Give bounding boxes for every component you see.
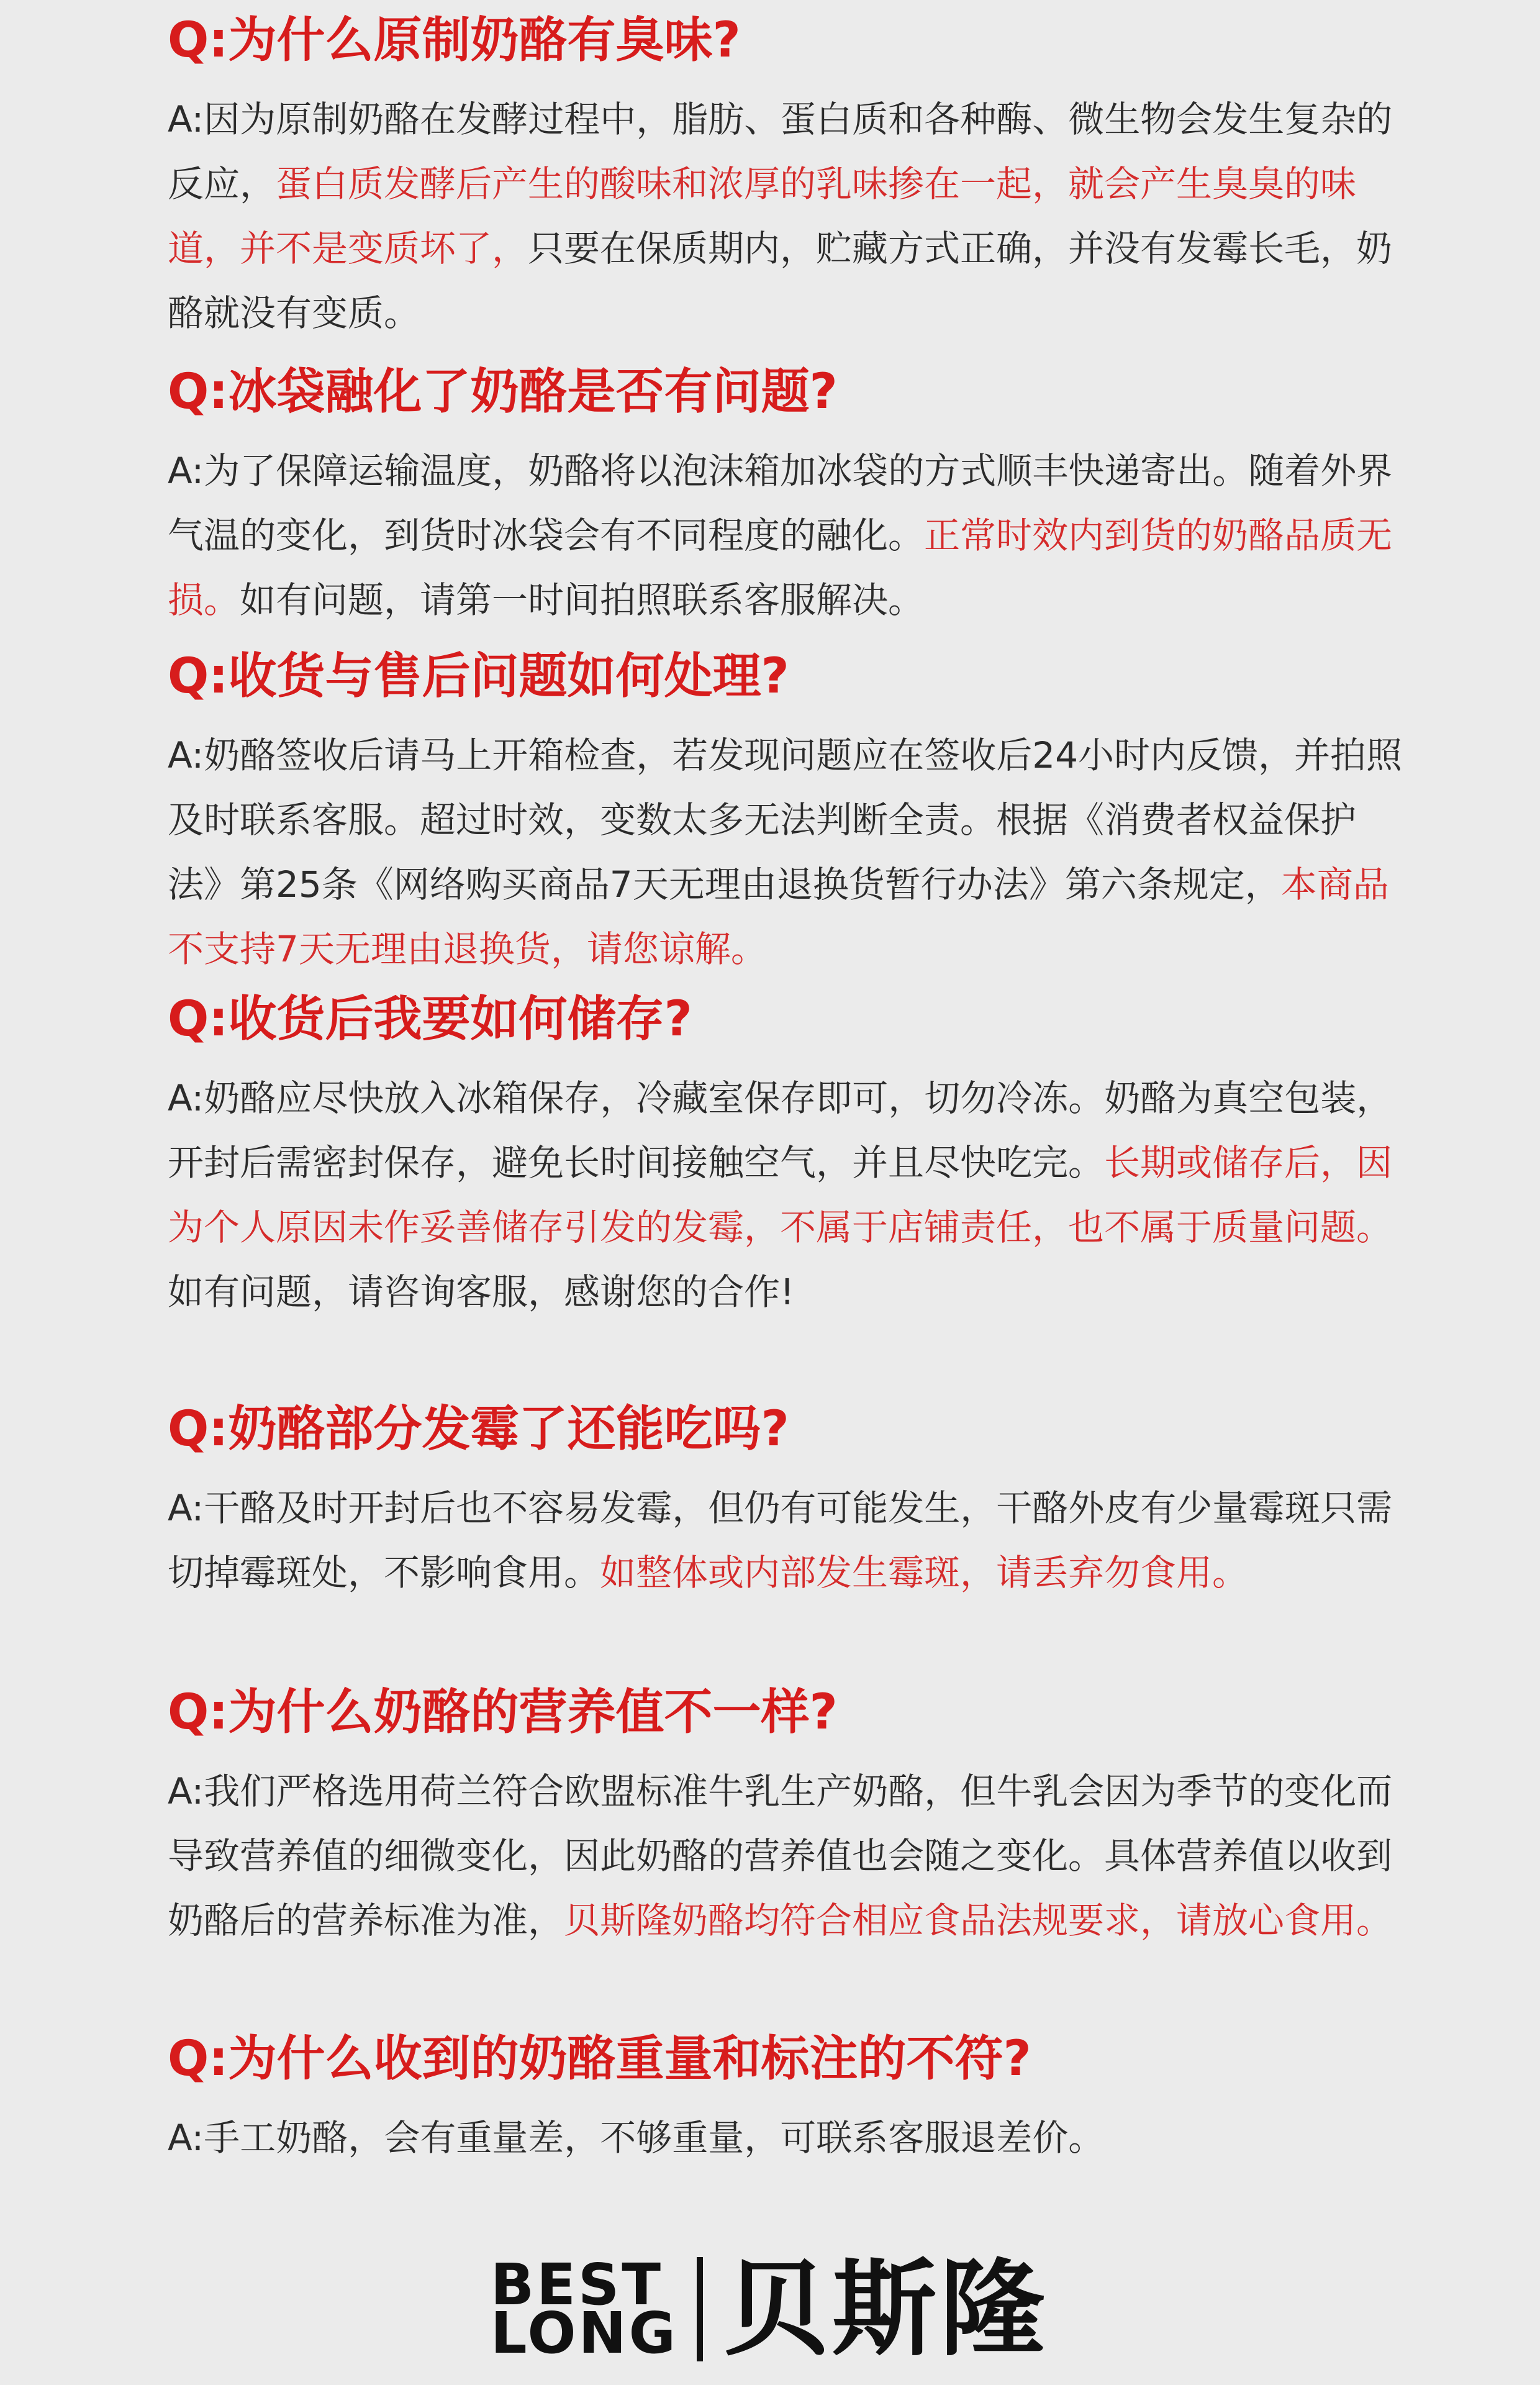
faq-question: Q:为什么收到的奶酪重量和标注的不符? bbox=[168, 2031, 1031, 2087]
brand-logo-line2: LONG bbox=[491, 2300, 679, 2366]
faq-question: Q:收货后我要如何储存? bbox=[168, 991, 692, 1047]
answer-highlight: 长期或储存后，因为个人原因未作妥善储存引发的发霉，不属于店铺责任，也不属于质量问题。 bbox=[168, 1142, 1393, 1248]
brand-logo bbox=[491, 2248, 1049, 2370]
faq-item bbox=[168, 1678, 1410, 1953]
faq-answer bbox=[168, 723, 1410, 981]
faq-item bbox=[168, 2025, 1410, 2170]
answer-text: 如有问题，请咨询客服，感谢您的合作! bbox=[168, 1271, 795, 1313]
faq-answer bbox=[168, 1759, 1410, 1953]
faq-question: Q:为什么原制奶酪有臭味? bbox=[168, 12, 741, 68]
faq-item bbox=[168, 985, 1410, 1324]
answer-text: A:手工奶酪，会有重量差，不够重量，可联系客服退差价。 bbox=[168, 2117, 1105, 2159]
brand-logo-chinese: 贝斯隆 bbox=[724, 2248, 1049, 2370]
faq-question: Q:收货与售后问题如何处理? bbox=[168, 648, 789, 704]
faq-item bbox=[168, 358, 1410, 632]
answer-highlight: 蛋白质发酵后产生的酸味和浓厚的乳味掺在一起，就会产生臭臭的味道，并不是变质坏了， bbox=[168, 163, 1357, 270]
faq-answer bbox=[168, 1476, 1410, 1605]
faq-question: Q:奶酪部分发霉了还能吃吗? bbox=[168, 1401, 789, 1457]
brand-divider bbox=[697, 2257, 703, 2361]
answer-text: A:奶酪应尽快放入冰箱保存，冷藏室保存即可，切勿冷冻。奶酪为真空包装，开封后需密封保存，避免长时间接触空气，并且尽快吃完。 bbox=[168, 1077, 1393, 1184]
answer-text: 如有问题，请第一时间拍照联系客服解决。 bbox=[240, 579, 925, 621]
faq-item bbox=[168, 1395, 1410, 1605]
faq-item bbox=[168, 6, 1410, 345]
faq-question: Q:为什么奶酪的营养值不一样? bbox=[168, 1684, 838, 1740]
answer-highlight: 本商品不支持7天无理由退换货，请您谅解。 bbox=[168, 863, 1389, 970]
answer-text: A:奶酪签收后请马上开箱检查，若发现问题应在签收后24小时内反馈，并拍照及时联系客服。超过时效，变数太多无法判断全责。根据《消费者权益保护法》第25条《网络购买商品7天无理由退换货暂行办法》第六条规定， bbox=[168, 734, 1403, 906]
brand-logo-line1: BEST bbox=[491, 2251, 663, 2318]
answer-highlight: 贝斯隆奶酪均符合相应食品法规要求，请放心食用。 bbox=[564, 1899, 1393, 1942]
answer-highlight: 正常时效内到货的奶酪品质无损。 bbox=[168, 514, 1393, 621]
faq-answer bbox=[168, 2106, 1410, 2170]
answer-text: A:为了保障运输温度，奶酪将以泡沫箱加冰袋的方式顺丰快递寄出。随着外界气温的变化，到货时冰袋会有不同程度的融化。 bbox=[168, 450, 1393, 556]
faq-answer bbox=[168, 1066, 1410, 1324]
faq-question: Q:冰袋融化了奶酪是否有问题? bbox=[168, 364, 838, 420]
answer-text: 只要在保质期内，贮藏方式正确，并没有发霉长毛，奶酪就没有变质。 bbox=[168, 227, 1393, 334]
answer-text: A:干酪及时开封后也不容易发霉，但仍有可能发生，干酪外皮有少量霉斑只需切掉霉斑处，不影响食用。 bbox=[168, 1487, 1393, 1594]
answer-text: A:我们严格选用荷兰符合欧盟标准牛乳生产奶酪，但牛乳会因为季节的变化而导致营养值的细微变化，因此奶酪的营养值也会随之变化。具体营养值以收到奶酪后的营养标准为准， bbox=[168, 1770, 1393, 1942]
faq-answer bbox=[168, 87, 1410, 345]
answer-text: A:因为原制奶酪在发酵过程中，脂肪、蛋白质和各种酶、微生物会发生复杂的反应， bbox=[168, 98, 1393, 205]
faq-item bbox=[168, 642, 1410, 981]
answer-highlight: 如整体或内部发生霉斑，请丢弃勿食用。 bbox=[600, 1551, 1249, 1594]
brand-logo-english bbox=[491, 2251, 679, 2366]
faq-answer bbox=[168, 438, 1410, 632]
